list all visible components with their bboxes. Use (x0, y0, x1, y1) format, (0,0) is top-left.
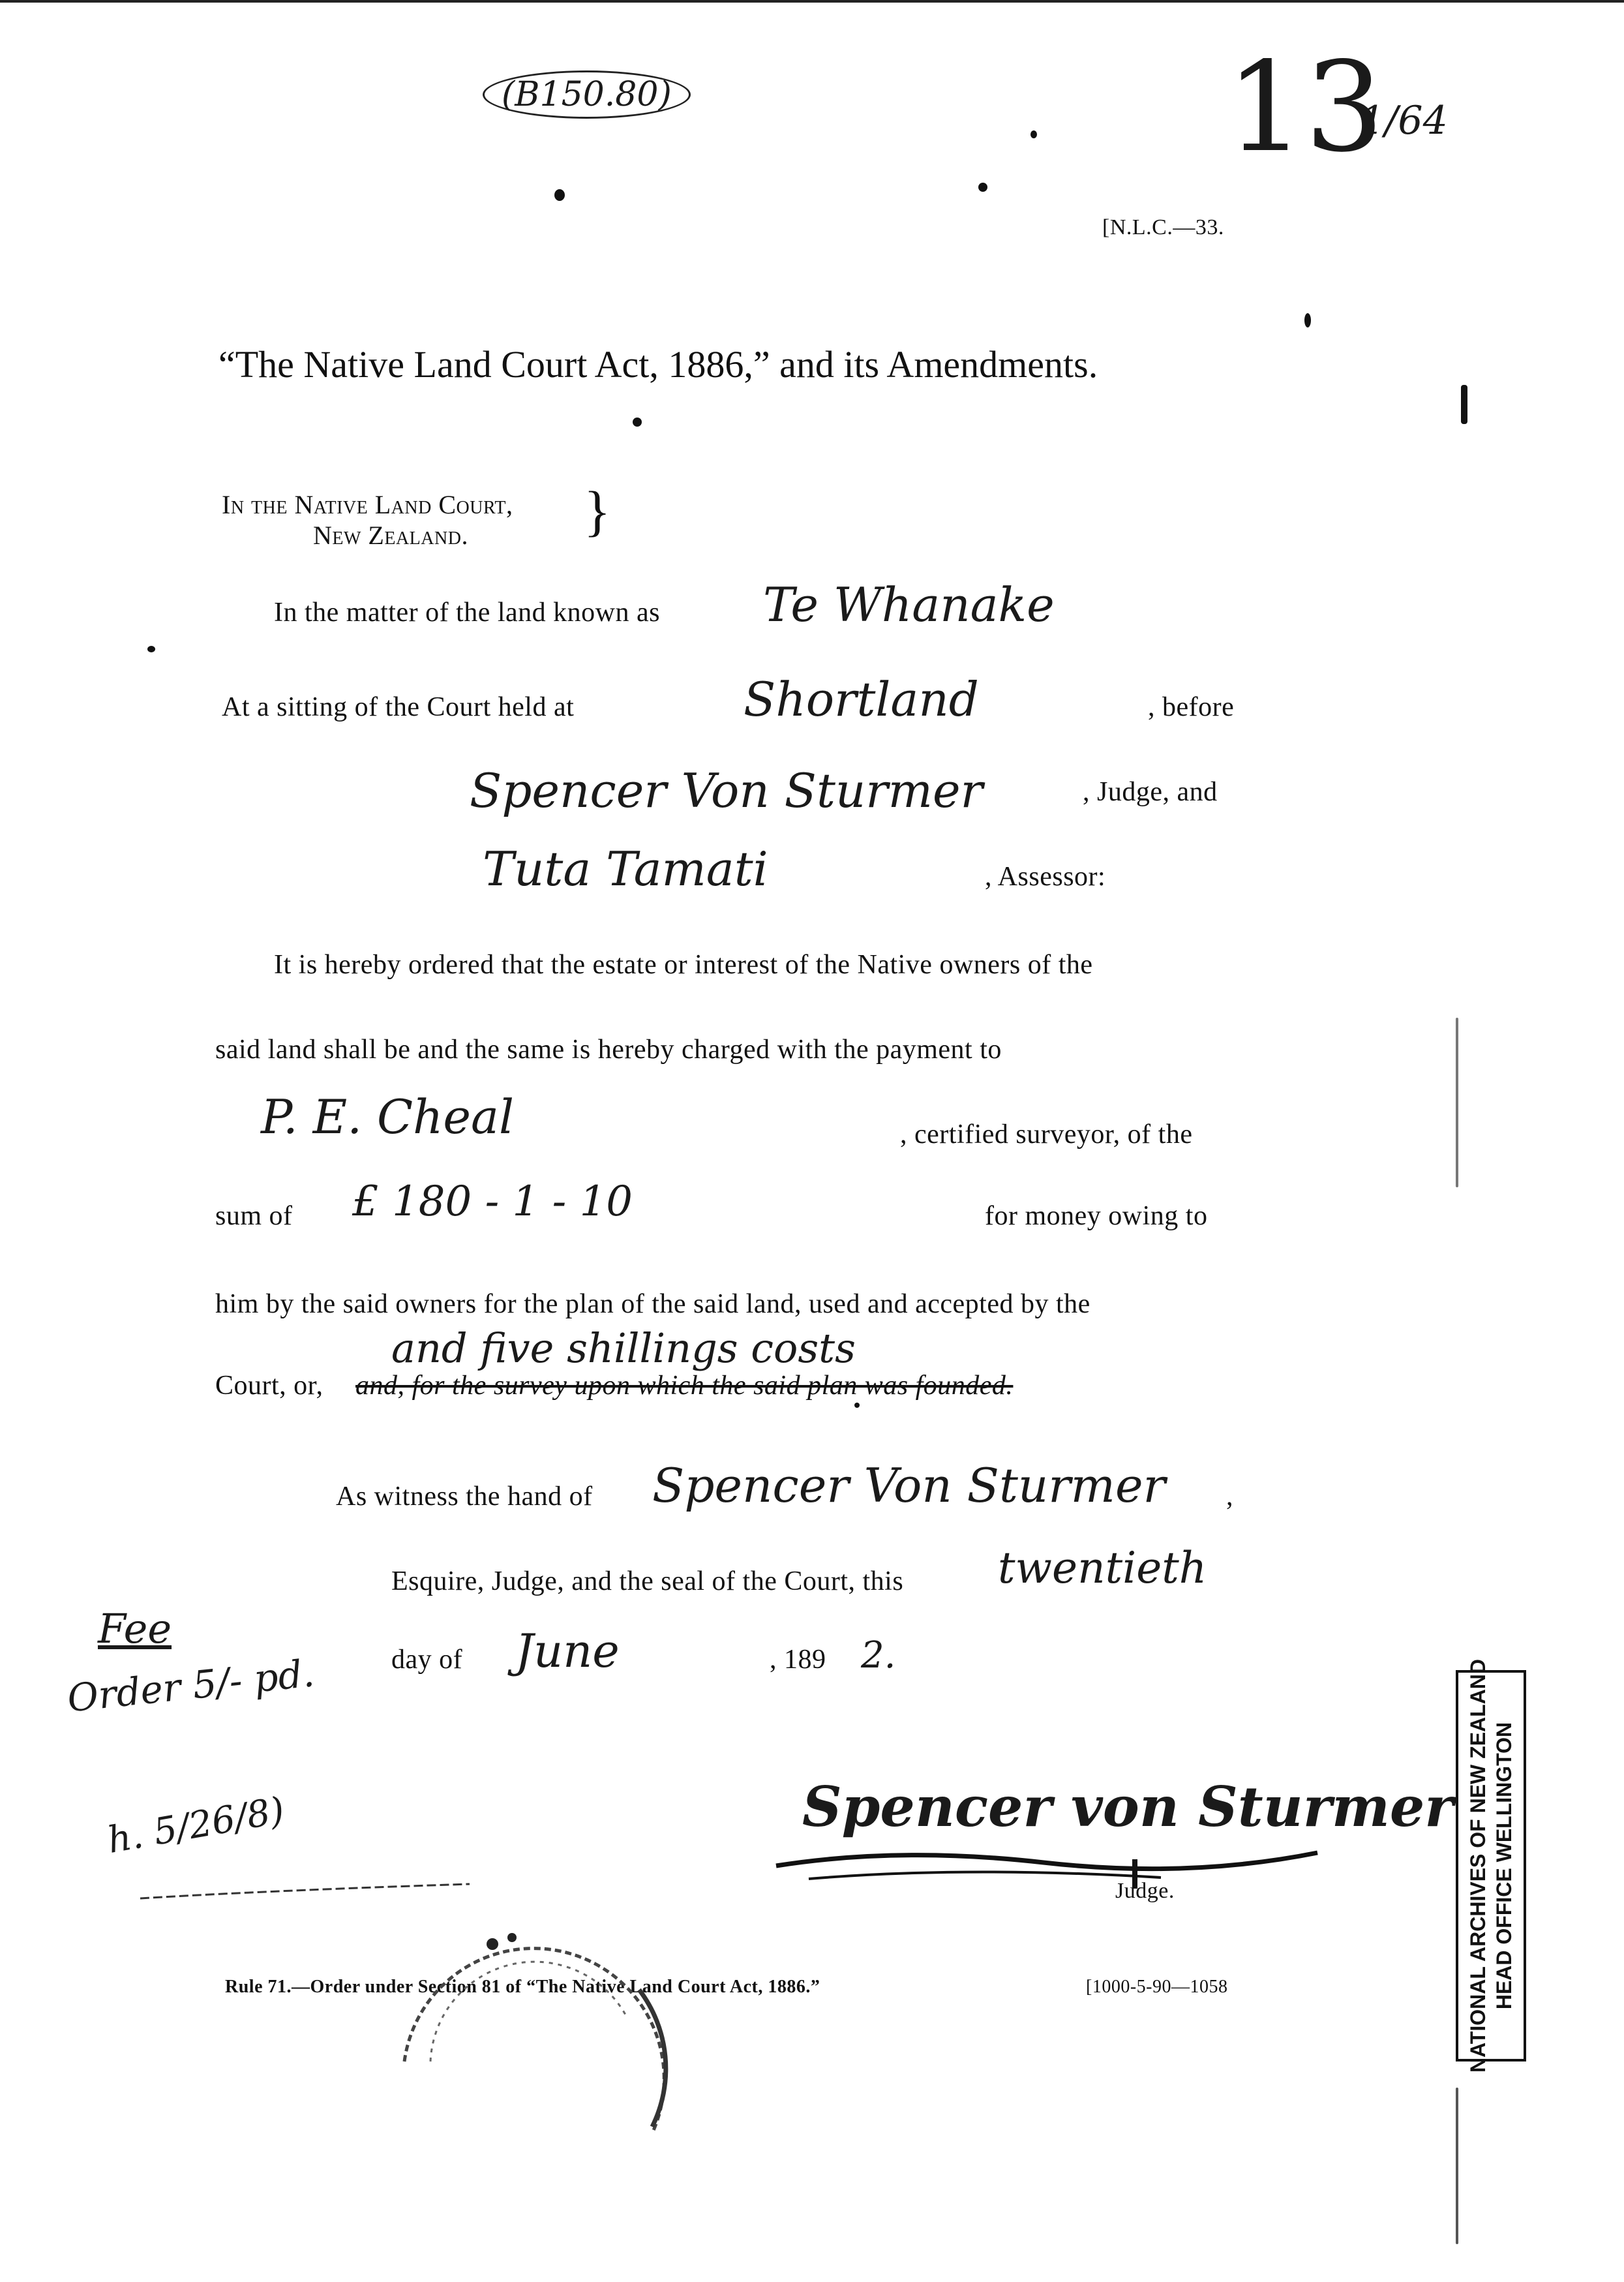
signature-flourish (770, 1827, 1331, 1892)
court-brace: } (584, 479, 611, 542)
plan-line: him by the said owners for the plan of the said land, used and accepted by the (215, 1289, 1090, 1319)
matter-label: In the matter of the land known as (274, 598, 660, 628)
archive-stamp-line1: NATIONAL ARCHIVES OF NEW ZEALAND (1466, 1658, 1490, 2073)
archive-stamp (1456, 1658, 1526, 2073)
sitting-label: At a sitting of the Court held at (222, 692, 575, 722)
scan-edge-mark (1456, 2088, 1458, 2244)
print-code: [1000-5-90—1058 (1086, 1977, 1228, 1997)
ink-speck (854, 1403, 860, 1408)
initials-note: h. 5/26/8) (104, 1789, 288, 1863)
page-top-edge (0, 0, 1624, 3)
folio-fraction: 1/64 (1360, 98, 1448, 144)
archive-stamp-line2: HEAD OFFICE WELLINGTON (1492, 1722, 1516, 2010)
court-or-label: Court, or, (215, 1371, 323, 1401)
order-fee-note: Order 5/- pd. (65, 1651, 317, 1721)
year-digit: 2. (861, 1634, 896, 1677)
witness-comma: , (1226, 1482, 1233, 1512)
court-name-line1: In the Native Land Court, (222, 490, 513, 519)
struck-survey-clause: and, for the survey upon which the said plan was founded. (355, 1371, 1014, 1401)
judge-signature: Spencer von Sturmer (802, 1774, 1454, 1839)
surveyor-name: P. E. Cheal (261, 1089, 514, 1144)
ink-speck (147, 646, 155, 652)
assessor-label: , Assessor: (985, 862, 1106, 892)
ink-speck (978, 183, 987, 192)
fee-note: Fee (98, 1605, 172, 1652)
folio-number: 13 (1226, 35, 1384, 179)
ink-speck (633, 418, 642, 427)
court-seal (378, 1911, 685, 2205)
esquire-line: Esquire, Judge, and the seal of the Court, this (391, 1566, 904, 1596)
sum-label: sum of (215, 1201, 293, 1231)
order-line-1: It is hereby ordered that the estate or interest of the Native owners of the (274, 950, 1093, 980)
year-prefix: , 189 (770, 1645, 826, 1675)
land-name: Te Whanake (763, 577, 1055, 632)
month: June (515, 1624, 620, 1678)
handwritten-reference: (B150.80) (483, 70, 691, 119)
inserted-costs-text: and five shillings costs (391, 1324, 856, 1372)
judge-name: Spencer Von Sturmer (470, 763, 983, 818)
surveyor-label: , certified surveyor, of the (900, 1119, 1193, 1149)
signature-label: Judge. (1115, 1879, 1175, 1903)
assessor-name: Tuta Tamati (483, 842, 768, 896)
scan-edge-mark (1456, 1018, 1458, 1187)
owing-label: for money owing to (985, 1201, 1208, 1231)
document-title: “The Native Land Court Act, 1886,” and its Amendments. (218, 343, 1098, 386)
order-line-2: said land shall be and the same is hereby charged with the payment to (215, 1035, 1002, 1065)
before-label: , before (1148, 692, 1235, 722)
judge-label: , Judge, and (1083, 777, 1218, 807)
court-name-line2: New Zealand. (313, 521, 468, 550)
ink-speck (554, 189, 565, 201)
form-code: [N.L.C.—33. (1102, 215, 1224, 239)
rule-footer: Rule 71.—Order under Section 81 of “The Native Land Court Act, 1886.” (225, 1977, 820, 1997)
ink-speck (1030, 130, 1037, 138)
witness-label: As witness the hand of (336, 1482, 593, 1512)
ink-speck (1461, 385, 1467, 424)
day-word: twentieth (998, 1543, 1207, 1593)
sum-value: £ 180 - 1 - 10 (352, 1178, 633, 1226)
witness-name: Spencer Von Sturmer (652, 1458, 1165, 1513)
sitting-place: Shortland (744, 672, 979, 727)
initials-underline (137, 1879, 476, 1905)
ink-speck (1304, 313, 1311, 327)
day-of-label: day of (391, 1645, 463, 1675)
